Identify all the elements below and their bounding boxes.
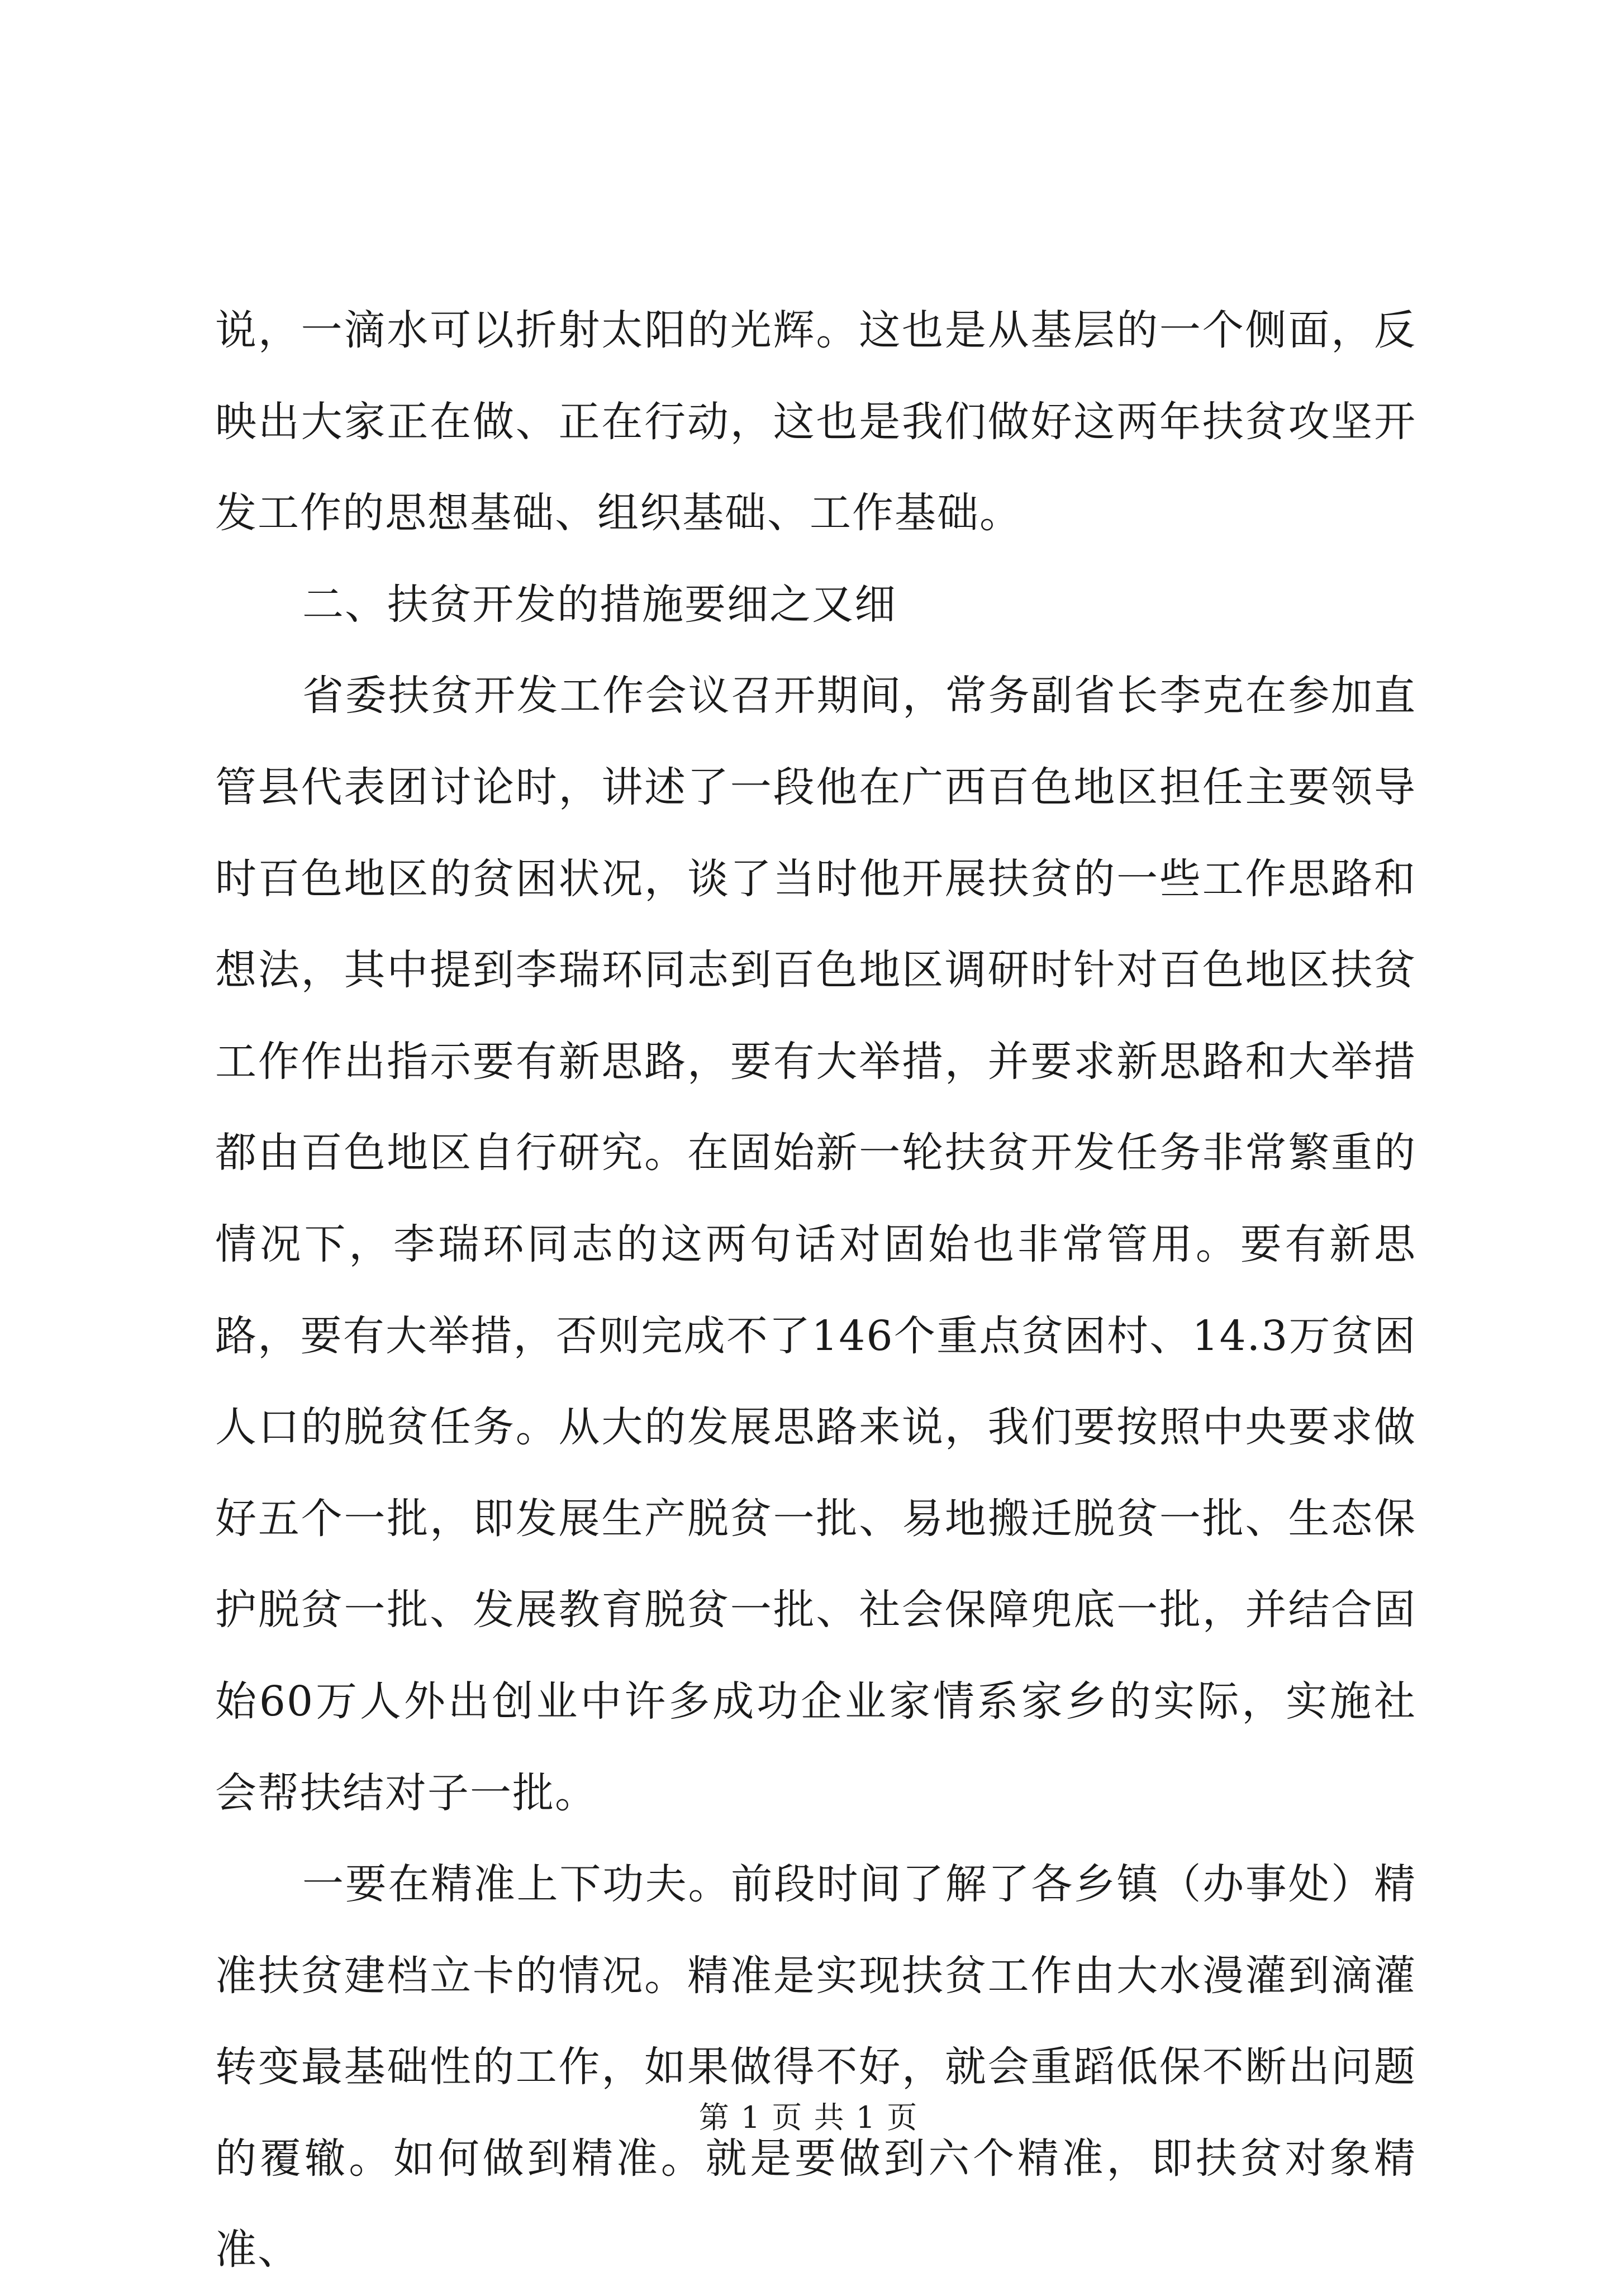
document-body [215, 285, 1416, 2296]
paragraph-precision: 一要在精准上下功夫。前段时间了解了各乡镇（办事处）精准扶贫建档立卡的情况。精准是实现扶贫工作由大水漫灌到滴灌转变最基础性的工作，如果做得不好，就会重蹈低保不断出问题的覆辙。如何做到精准。就是要做到六个精准，即扶贫对象精准、 [215, 1860, 1416, 2274]
paragraph-main: 省委扶贫开发工作会议召开期间，常务副省长李克在参加直管县代表团讨论时，讲述了一段他在广西百色地区担任主要领导时百色地区的贫困状况，谈了当时他开展扶贫的一些工作思路和想法，其中提到李瑞环同志到百色地区调研时针对百色地区扶贫工作作出指示要有新思路，要有大举措，并要求新思路和大举措都由百色地区自行研究。在固始新一轮扶贫开发任务非常繁重的情况下，李瑞环同志的这两句话对固始也非常管用。要有新思路，要有大举措，否则完成不了146个重点贫困村、14.3万贫困人口的脱贫任务。从大的发展思路来说，我们要按照中央要求做好五个一批，即发展生产脱贫一批、易地搬迁脱贫一批、生态保护脱贫一批、发展教育脱贫一批、社会保障兜底一批，并结合固始60万人外出创业中许多成功企业家情系家乡的实际，实施社会帮扶结对子一批。 [215, 672, 1416, 1817]
paragraph-continuation: 说，一滴水可以折射太阳的光辉。这也是从基层的一个侧面，反映出大家正在做、正在行动，这也是我们做好这两年扶贫攻坚开发工作的思想基础、组织基础、工作基础。 [215, 306, 1416, 538]
section-heading: 二、扶贫开发的措施要细之又细 [302, 580, 897, 629]
page-footer: 第 1 页 共 1 页 [698, 2100, 919, 2135]
